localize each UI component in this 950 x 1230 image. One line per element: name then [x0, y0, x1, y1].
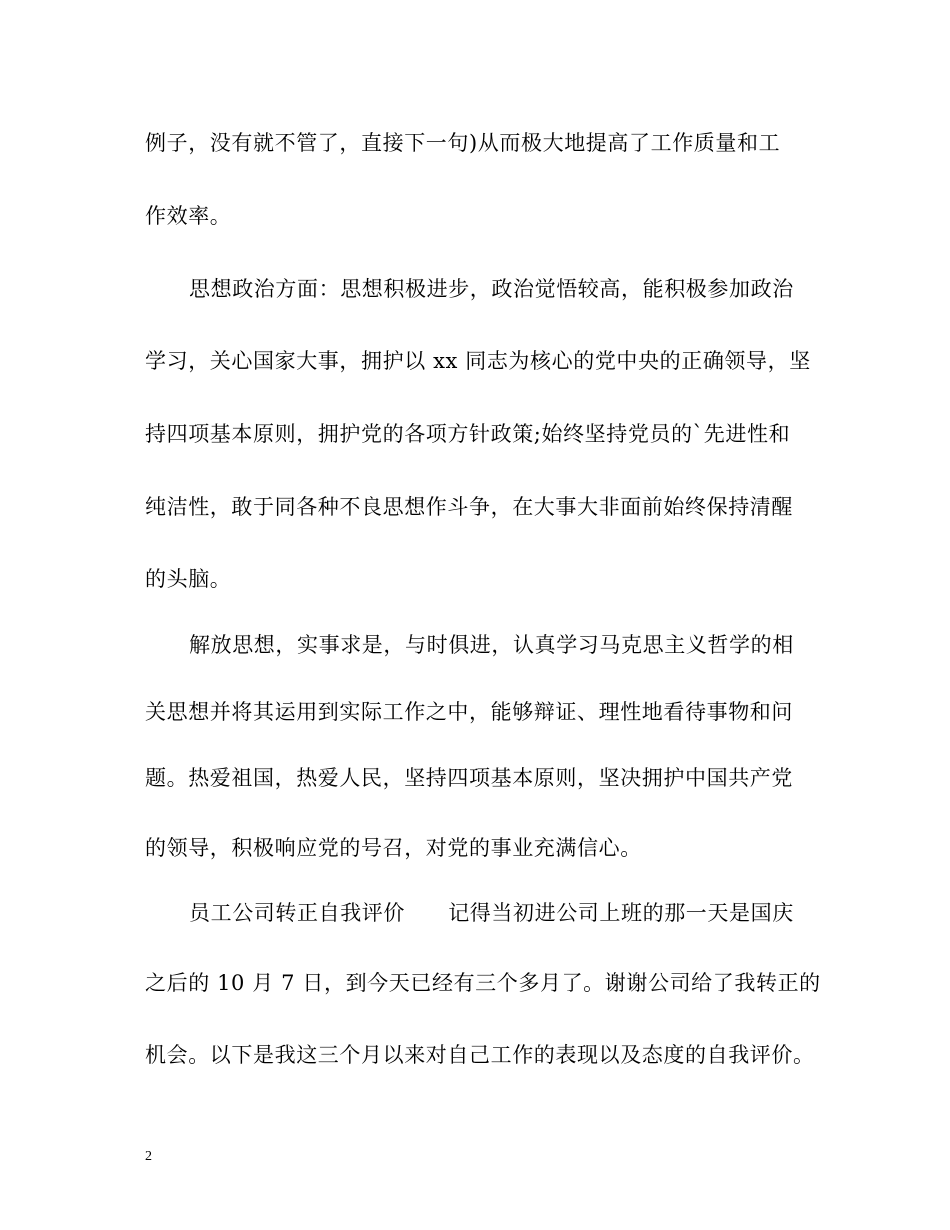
text-line: 题。热爱祖国，热爱人民，坚持四项基本原则，坚决拥护中国共产党	[145, 766, 793, 790]
paragraph-start-line: 思想政治方面：思想积极进步，政治觉悟较高，能积极参加政治	[189, 277, 794, 301]
text-line: 纯洁性，敢于同各种不良思想作斗争，在大事大非面前始终保持清醒	[145, 495, 793, 519]
text-line: 的头脑。	[145, 567, 232, 591]
paragraph-start-line: 解放思想，实事求是，与时俱进，认真学习马克思主义哲学的相	[189, 633, 794, 657]
text-line: 关思想并将其运用到实际工作之中，能够辩证、理性地看待事物和问	[145, 700, 793, 724]
text-line: 机会。以下是我这三个月以来对自己工作的表现以及态度的自我评价。	[145, 1043, 815, 1067]
text-line: 的领导，积极响应党的号召，对党的事业充满信心。	[145, 836, 642, 860]
text-line: 例子，没有就不管了，直接下一句)从而极大地提高了工作质量和工	[145, 131, 781, 155]
text-line: 持四项基本原则，拥护党的各项方针政策;始终坚持党员的`先进性和	[145, 422, 791, 446]
paragraph-start-line: 员工公司转正自我评价 记得当初进公司上班的那一天是国庆	[189, 901, 794, 925]
text-line: 学习，关心国家大事，拥护以 xx 同志为核心的党中央的正确领导，坚	[145, 349, 811, 373]
page-number: 2	[145, 1149, 152, 1164]
text-line: 之后的 10 月 7 日，到今天已经有三个多月了。谢谢公司给了我转正的	[145, 971, 821, 995]
text-line: 作效率。	[145, 204, 232, 228]
